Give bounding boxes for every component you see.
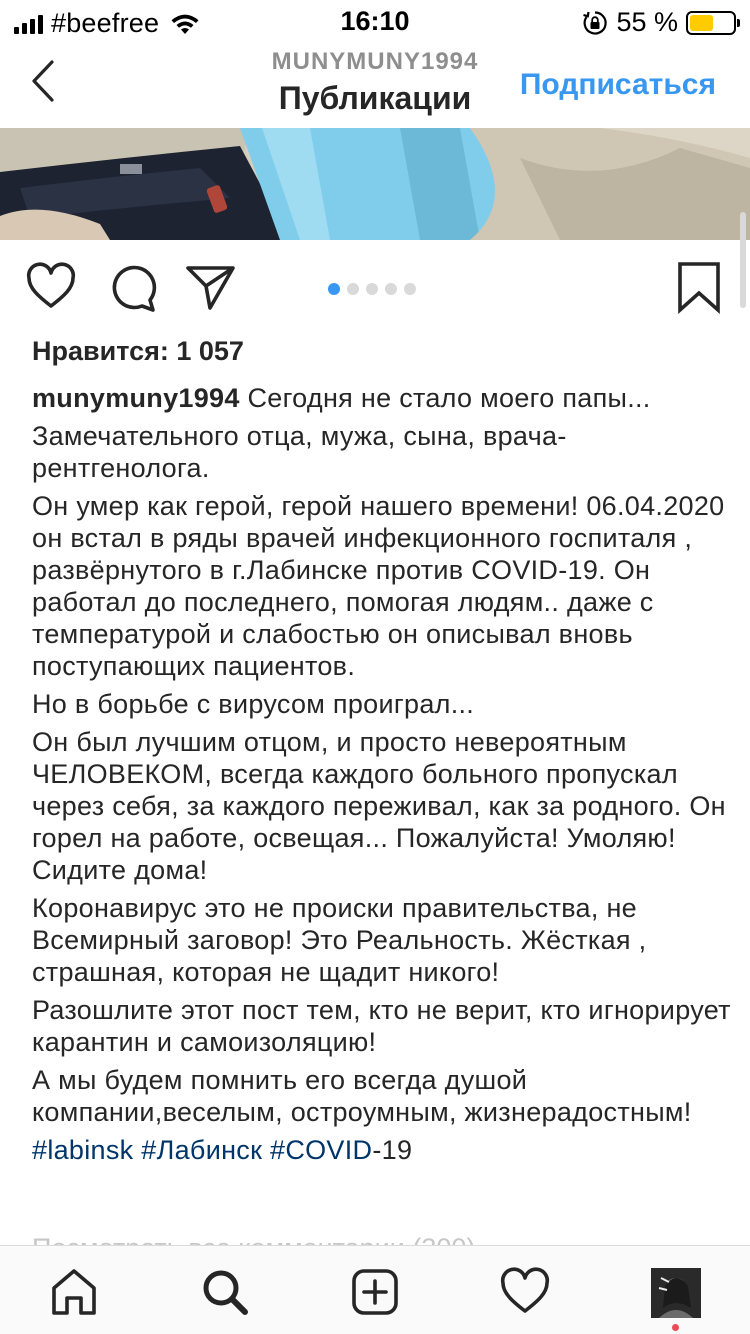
carousel-dot: [404, 283, 416, 295]
share-paper-plane-icon[interactable]: [184, 260, 238, 314]
battery-level: [690, 15, 713, 31]
profile-avatar-image: [651, 1268, 701, 1318]
carrier-name: #beefree: [51, 8, 160, 38]
post-photo-image: [0, 128, 750, 240]
hashtag-suffix: -19: [372, 1135, 413, 1165]
caption-paragraph: Коронавирус это не происки правительства, не Всемирный заговор! Это Реальность. Жёсткая , страшная, которая не щадит никого!: [32, 893, 647, 987]
back-chevron-icon[interactable]: [24, 58, 64, 104]
caption-paragraph: А мы будем помнить его всегда душой компании,веселым, остроумным, жизнерадостным!: [32, 1065, 692, 1127]
profile-avatar[interactable]: [651, 1268, 701, 1318]
likes-count[interactable]: Нравится: 1 057: [32, 336, 244, 366]
battery-icon: [686, 11, 736, 35]
home-icon[interactable]: [48, 1266, 100, 1318]
caption-text: Сегодня не стало моего папы...: [247, 383, 651, 413]
post-photo[interactable]: [0, 128, 750, 240]
header-username: MUNYMUNY1994: [271, 48, 479, 75]
status-right: [582, 7, 736, 38]
carousel-dot: [328, 283, 340, 295]
save-bookmark-icon[interactable]: [672, 260, 726, 314]
caption-paragraph: Он умер как герой, герой нашего времени! 06.04.2020 он встал в ряды врачей инфекционного госпиталя , развёрнутого в г.Лабинске против COVID-19. Он работал до последнего, помогая людям.. даже с температурой и слабостью он описывал вновь поступающих пациентов.: [32, 491, 725, 681]
caption-username[interactable]: munymuny1994: [32, 383, 240, 413]
post-actions: [0, 256, 750, 318]
carousel-dot: [385, 283, 397, 295]
hashtag-link[interactable]: #labinsk: [32, 1135, 134, 1165]
caption-paragraph: Он был лучшим отцом, и просто невероятным ЧЕЛОВЕКОМ, всегда каждого больного пропускал через себя, за каждого переживал, как за родного. Он горел на работе, освещая... Пожалуйста! Умоляю! Сидите дома!: [32, 727, 726, 885]
caption-paragraph: Замечательного отца, мужа, сына, врача-рентгенолога.: [32, 421, 567, 483]
like-heart-icon[interactable]: [24, 260, 78, 314]
caption-paragraph: Но в борьбе с вирусом проиграл...: [32, 689, 475, 719]
nav-titles: [190, 48, 560, 117]
post-caption: [32, 382, 732, 1172]
status-time: 16:10: [340, 6, 410, 36]
hashtag-link[interactable]: #Лабинск: [141, 1135, 263, 1165]
new-post-plus-icon[interactable]: [349, 1266, 401, 1318]
hashtag-link[interactable]: #COVID: [270, 1135, 373, 1165]
carousel-dot: [347, 283, 359, 295]
activity-heart-icon[interactable]: [499, 1266, 551, 1318]
search-icon[interactable]: [199, 1266, 251, 1318]
bottom-tab-bar: [0, 1245, 750, 1334]
caption-first-line: [32, 382, 732, 414]
caption-paragraph: Разошлите этот пост тем, кто не верит, кто игнорирует карантин и самоизоляцию!: [32, 995, 731, 1057]
hashtags: [32, 1134, 732, 1166]
page-title: Публикации: [278, 80, 472, 116]
carousel-dot: [366, 283, 378, 295]
status-bar: [0, 0, 750, 40]
nav-header: [0, 40, 750, 130]
follow-button[interactable]: Подписаться: [519, 68, 716, 101]
rotation-lock-icon: [582, 10, 608, 36]
notification-dot: [672, 1324, 679, 1331]
comment-bubble-icon[interactable]: [106, 260, 160, 314]
carousel-dots: [328, 283, 416, 295]
battery-percent: 55 %: [616, 7, 678, 37]
